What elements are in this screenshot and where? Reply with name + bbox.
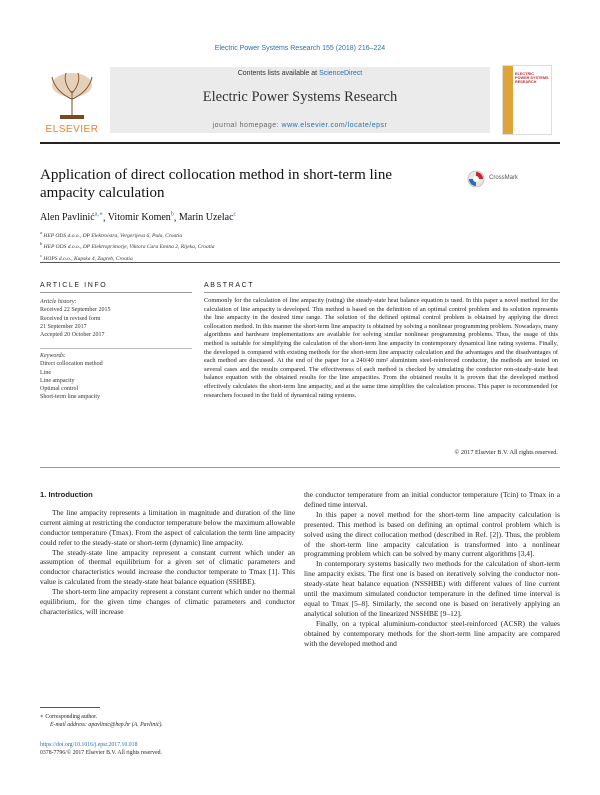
keyword: Line ampacity: [40, 377, 75, 384]
homepage-link[interactable]: www.elsevier.com/locate/epsr: [281, 122, 388, 129]
author-separator: ,: [173, 212, 179, 224]
elsevier-wordmark: ELSEVIER: [45, 124, 99, 135]
author-affil-marker: b: [170, 212, 174, 218]
abstract-copyright: © 2017 Elsevier B.V. All rights reserved.: [454, 449, 558, 456]
body-paragraph: The short-term line ampacity represent a constant current which under no thermal equilibrium, for the given time changes of climatic parameters and conductor characteristics, will increase: [40, 587, 295, 616]
body-paragraph: In contemporary systems basically two methods for the calculation of short-term line ampacity exists. The first one is based on iteratively solving the conductor non-steady-state heat balance equation (NSSHBE) with different values of line current until the maximum simulated conductor temperature in the defined time interval is equal to Tmax [5–8]. Similarly, the second one is based on iteratively applying an analytical solution of the linearized NSSHBE [9–12].: [304, 559, 560, 618]
article-info-divider: [40, 292, 192, 293]
body-divider: [40, 467, 560, 468]
doi-block: [40, 741, 162, 757]
author-email[interactable]: E-mail address: apavlinic@hep.hr (A. Pavlinić).: [50, 722, 163, 728]
journal-title: Electric Power Systems Research: [202, 89, 398, 105]
paper-title: Application of direct collocation method in short-term line ampacity calculation: [40, 167, 392, 201]
affiliation-list: [40, 229, 215, 263]
author-name: Alen Pavlinić: [40, 212, 95, 224]
body-column-right: [304, 490, 560, 649]
history-label: Article history:: [40, 299, 77, 305]
author-affil-marker: a,∗: [94, 212, 103, 218]
abstract-heading: ABSTRACT: [204, 282, 255, 289]
history-item: Received 22 September 2015: [40, 307, 111, 314]
body-paragraph: Finally, on a typical aluminium-conductor steel-reinforced (ACSR) the values obtained by contemporary methods for the short-term line ampacity are compared with the developed method and: [304, 618, 560, 648]
affil-text: HEP ODS d.o.o., DP Elektroprimorje, Viktora Cara Emina 2, Rijeka, Croatia: [43, 244, 215, 251]
contents-text: Contents lists available at: [237, 70, 320, 77]
author[interactable]: [179, 212, 236, 223]
affil-text: HEP ODS d.o.o., DP Elektroistra, Vergerijeva 6, Pula, Croatia: [43, 232, 183, 239]
affil-marker: a: [40, 230, 43, 235]
history-item: Received in revised form: [40, 315, 101, 322]
body-paragraph: The line ampacity represents a limitation in magnitude and duration of the line current aiming at restricting the conductor temperature below the maximum allowable conductor temperature (Tmax). From the aspect of calculation the term line ampacity could refer to the steady-state or short-term (dynamic) line ampacity.: [40, 507, 295, 547]
author-separator: ,: [102, 212, 108, 224]
author[interactable]: [108, 212, 174, 223]
body-paragraph: In this paper a novel method for the short-term line ampacity calculation is presented. This method is based on defining an optimal control problem which is solved using the direct collocation method (described in Ref. [2]). Thus, the problem of the short-term line ampacity calculation is transformed into a nonlinear programming problem which can be solved by many current algorithms [3,4].: [304, 509, 560, 559]
affil-text: HOPS d.o.o., Kupska 4, Zagreb, Croatia: [43, 255, 133, 262]
article-info-heading: ARTICLE INFO: [40, 282, 108, 289]
contents-line: [110, 70, 490, 77]
author-name: Marin Uzelac: [178, 212, 234, 224]
footnote-divider: [40, 707, 100, 708]
crossmark-badge[interactable]: [467, 170, 547, 190]
elsevier-logo[interactable]: [40, 69, 104, 135]
journal-homepage: [110, 122, 490, 129]
author[interactable]: [40, 212, 103, 223]
author-list: [40, 211, 236, 223]
section-divider: [40, 262, 560, 263]
header-divider: [40, 142, 560, 144]
corresponding-author-note: ∗ Corresponding author.: [40, 714, 98, 720]
affiliation: [40, 240, 215, 251]
cover-title: ELECTRIC POWER SYSTEMS RESEARCH: [515, 72, 549, 85]
author-affil-marker: c: [233, 212, 237, 218]
body-paragraph: The steady-state line ampacity represent a constant current which under an assumption of thermal equilibrium for a given set of climatic parameters and conductor characteristics would increase the conductor temperate to Tmax [1]. This value is calculated from the steady-state heat balance equation (SSHBE).: [40, 547, 295, 587]
crossmark-label: CrossMark: [489, 175, 519, 181]
author-name: Vitomir Komen: [107, 212, 171, 224]
journal-citation[interactable]: Electric Power Systems Research 155 (2018) 216–224: [214, 45, 386, 52]
history-item: Accepted 20 October 2017: [40, 332, 105, 339]
abstract-divider: [204, 292, 560, 293]
footnote: [40, 713, 295, 729]
journal-banner: [110, 67, 490, 133]
body-column-left: [40, 490, 295, 617]
body-paragraph: the conductor temperature from an initial conductor temperature (Tcin) to Tmax in a defined time interval.: [304, 490, 560, 509]
cover-band: [503, 66, 513, 134]
keyword: Short-term line ampacity: [40, 394, 100, 401]
keyword: Direct collocation method: [40, 361, 103, 368]
keyword: Line: [40, 369, 51, 376]
sciencedirect-link[interactable]: ScienceDirect: [319, 70, 363, 77]
section-heading: 1. Introduction: [40, 490, 93, 499]
abstract-text: Commonly for the calculation of line ampacity (rating) the steady-state heat balance equation is used. In this paper a novel method for the calculation of line ampacity is developed. This method is based on the definition of an optimal control problem and its solution represents the line ampacity in the desired time range. The solution of the defined optimal control problem is obtained by applying the direct collocation method. In this manner the short-term line ampacity is obtained by solving a nonlinear programming problem. Nowadays, many algorithms and hardware implementations are available for solving similar nonlinear programming problems. Thus, the usage of this method is suitable for simplifying the calculation of the short-term line ampacity in contemporary dynamical line rating systems. Finally, the developed is compared with existing methods for the short-term line ampacity calculation and the advantages and the disadvantages of each method are discussed. At the end of the paper for a 240/40 mm² aluminium steel-reinforced conductor, the methods are tested on several cases and the results compared. The effectiveness of each method is checked by simulating the conductor non-steady-state heat balance equation with the obtained results for the line ampacities. From the obtained results it is proven that the developed method effectively calculates the short-term line ampacity, and at the same time simplifies the calculation process. This paper is recommended for researchers focused in the field of dynamical rating systems.: [204, 297, 558, 399]
keywords-label: Keywords:: [40, 353, 66, 359]
journal-cover-image[interactable]: [502, 65, 552, 135]
journal-header: [40, 67, 560, 137]
affil-marker: c: [40, 252, 43, 258]
issn-line: 0378-7796/© 2017 Elsevier B.V. All rights reserved.: [40, 750, 162, 756]
doi-link[interactable]: https://doi.org/10.1016/j.epsr.2017.10.018: [40, 742, 138, 748]
article-history: [40, 298, 190, 339]
keyword: Optimal control: [40, 386, 79, 393]
keywords: [40, 352, 190, 402]
crossmark-icon: [467, 170, 485, 188]
homepage-label: journal homepage:: [212, 122, 282, 129]
affil-marker: b: [40, 241, 43, 247]
affiliation: [40, 229, 215, 240]
history-item: 21 September 2017: [40, 323, 87, 330]
keywords-divider: [40, 348, 192, 349]
